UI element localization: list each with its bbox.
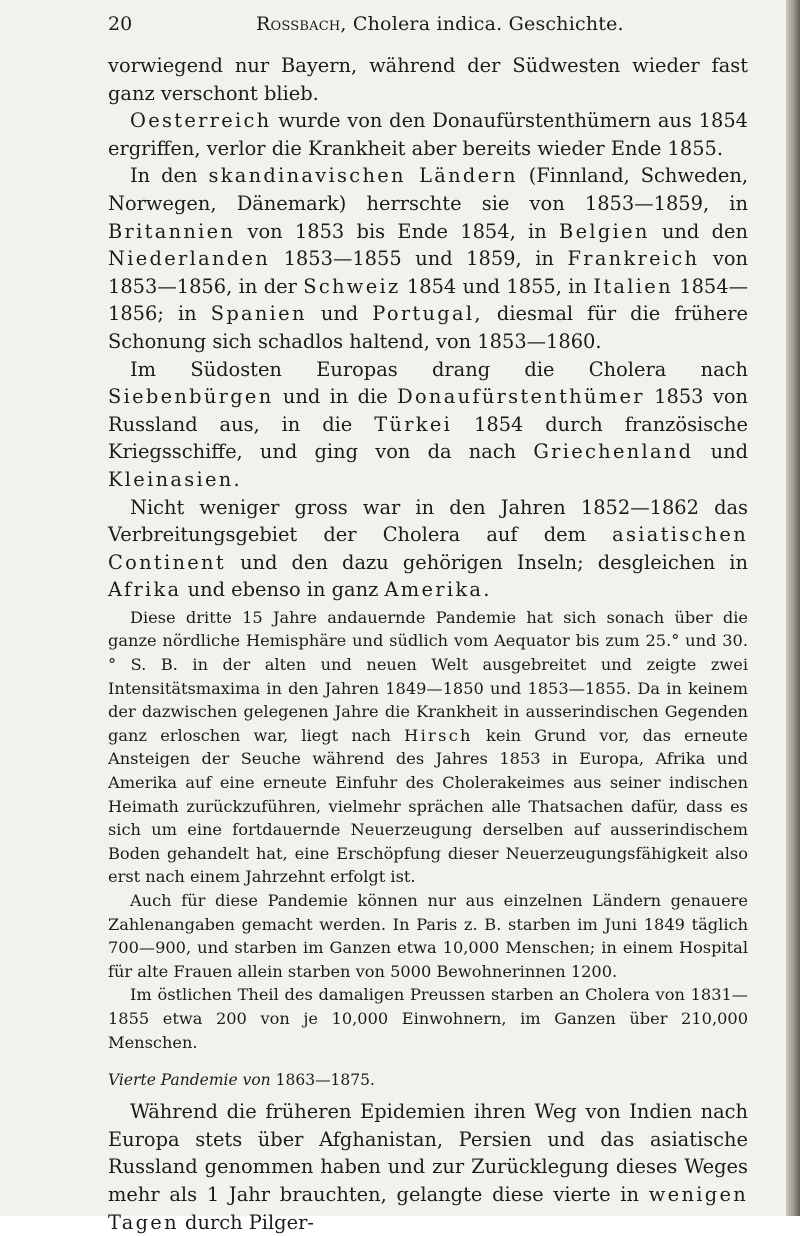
spaced-term: Oesterreich	[130, 109, 272, 133]
paragraph: Während die früheren Epidemien ihren Weg von Indien nach Europa stets über Afghanistan, Persien und das asiatische Russland genommen haben und zur Zurücklegung dieses Weges mehr als 1 Jahr brauchten, gelangte diese vierte in wenigen Tagen durch Pilger-	[108, 1100, 749, 1234]
paragraph: In den skandinavischen Ländern (Finnland, Schweden, Norwegen, Dänemark) herrschte sie von 1853—1859, in Britannien von 1853 bis Ende 1854, in Belgien und den Niederlanden 1853—1855 und 1859, in Frankreich von 1853—1856, in der Schweiz 1854 und 1855, in Italien 1854—1856; in Spanien und Portugal, diesmal für die frühere Schonung sich schadlos haltend, von 1853—1860.	[108, 164, 749, 353]
running-title	[256, 10, 624, 38]
spaced-term: Britannien	[108, 219, 236, 243]
spaced-term: Schweiz	[303, 274, 401, 298]
spaced-term: Griechenland	[533, 440, 694, 464]
paragraph: Nicht weniger gross war in den Jahren 1852—1862 das Verbreitungsgebiet der Cholera auf dem asiatischen Continent und den dazu gehörigen Inseln; desgleichen in Afrika und ebenso in ganz Amerika.	[108, 495, 748, 602]
spaced-term: Frankreich	[567, 247, 700, 271]
spaced-term: Afrika	[108, 578, 182, 602]
spaced-term: Kleinasien.	[108, 467, 242, 491]
spaced-term: asiatischen Continent	[108, 523, 748, 574]
spaced-term: Niederlanden	[108, 247, 271, 271]
spaced-term: Italien	[593, 274, 673, 298]
small-print-paragraph: Im östlichen Theil des damaligen Preussen starben an Cholera von 1831—1855 etwa 200 von je 10,000 Einwohnern, im Ganzen über 210,000 Menschen.	[108, 985, 748, 1052]
paragraph: vorwiegend nur Bayern, während der Südwesten wieder fast ganz verschont blieb.	[108, 54, 748, 105]
spaced-term: Hirsch	[404, 725, 473, 745]
book-title: Cholera indica. Geschichte.	[352, 13, 624, 35]
page-body	[108, 52, 748, 1236]
paragraph: Im Südosten Europas drang die Cholera nach Siebenbürgen und in die Donaufürstenthümer 1853 von Russland aus, in die Türkei 1854 durch französische Kriegsschiffe, und ging von da nach Griechenland und Kleinasien.	[108, 357, 749, 491]
spaced-term: wenigen Tagen	[108, 1182, 749, 1234]
section-heading: Vierte Pandemie von 1863—1875.	[108, 1071, 375, 1090]
spaced-term: Türkei	[374, 412, 453, 436]
page-edge-shadow	[786, 0, 800, 1216]
spaced-term: Siebenbürgen	[108, 385, 274, 409]
spaced-term: skandinavischen Ländern	[208, 164, 518, 188]
spaced-term: Amerika.	[384, 578, 492, 602]
small-print-paragraph: Diese dritte 15 Jahre andauernde Pandemie hat sich sonach über die ganze nördliche Hemisphäre und südlich vom Aequator bis zum 25.° und 30.° S. B. in der alten und neuen Welt ausgebreitet und zeigte zwei Intensitätsmaxima in den Jahren 1849—1850 und 1853—1855. Da in keinem der dazwischen gelegenen Jahre die Krankheit in ausserindischen Gegenden ganz erloschen war, liegt nach Hirsch kein Grund vor, das erneute Ansteigen der Seuche während des Jahres 1853 in Europa, Afrika und Amerika auf eine erneute Einfuhr des Cholerakeimes aus seiner indischen Heimath zurückzuführen, vielmehr sprächen alle Thatsachen dafür, dass es sich um eine fortdauernde Neuerzeugung derselben auf ausserindischem Boden gehandelt hat, eine Erschöpfung dieser Neuerzeugungsfähigkeit also erst nach einem Jahrzehnt erfolgt ist.	[108, 607, 748, 887]
spaced-term: Spanien	[210, 302, 307, 326]
paragraph: Oesterreich wurde von den Donaufürstenthümern aus 1854 ergriffen, verlor die Krankheit aber bereits wieder Ende 1855.	[108, 109, 748, 160]
spaced-term: Portugal,	[372, 302, 483, 326]
author-name: Rossbach,	[256, 13, 347, 35]
spaced-term: Belgien	[559, 219, 650, 243]
small-print-paragraph: Auch für diese Pandemie können nur aus einzelnen Ländern genauere Zahlenangaben gemacht werden. In Paris z. B. starben im Juni 1849 täglich 700—900, und starben im Ganzen etwa 10,000 Menschen; in einem Hospital für alte Frauen allein starben von 5000 Bewohnerinnen 1200.	[108, 891, 748, 981]
page-number: 20	[108, 13, 133, 35]
spaced-term: Donaufürstenthümer	[397, 385, 645, 409]
